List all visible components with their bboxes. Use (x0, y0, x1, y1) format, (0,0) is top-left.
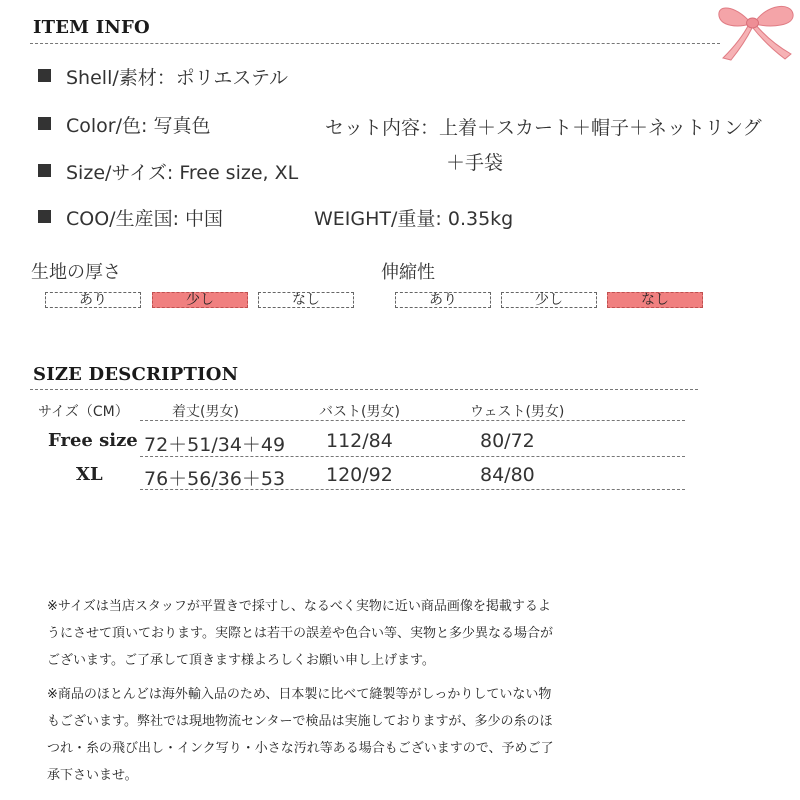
square-bullet-icon (38, 210, 51, 223)
color-info: Color/色: 写真色 (66, 115, 211, 137)
table-row-divider (140, 456, 685, 457)
note-import-line: もございます。弊社では現地物流センターで検品は実施しておりますが、多少の糸のほ (47, 714, 553, 729)
bust-column-header: バスト(男女) (319, 404, 400, 420)
coo-info: COO/生産国: 中国 (66, 208, 224, 230)
stretch-option-yes: あり (395, 292, 491, 308)
waist-column-header: ウェスト(男女) (470, 404, 565, 420)
bow-ribbon-icon (705, 0, 800, 62)
note-sizing (47, 593, 687, 674)
thickness-option-none: あり (45, 292, 141, 308)
size-info: Size/サイズ: Free size, XL (66, 162, 299, 184)
table-bottom-divider (140, 489, 685, 490)
stretch-option-none: なし (607, 292, 703, 308)
note-sizing-line: うにさせて頂いております。実際とは若干の誤差や色合い等、実物と多少異なる場合が (47, 626, 553, 641)
note-import-line: ※商品のほとんどは海外輸入品のため、日本製に比べて縫製等がしっかりしていない物 (47, 687, 552, 702)
table-header-divider (140, 420, 685, 421)
note-import-line: つれ・糸の飛び出し・インク写り・小さな汚れ等ある場合もございますので、予めご了 (47, 741, 554, 756)
square-bullet-icon (38, 164, 51, 177)
stretch-label: 伸縮性 (381, 262, 435, 283)
set-contents-line1: セット内容：上着＋スカート＋帽子＋ネットリング (325, 117, 762, 139)
square-bullet-icon (38, 117, 51, 130)
item-info-divider (30, 43, 720, 44)
thickness-label: 生地の厚さ (31, 262, 121, 283)
item-info-heading: ITEM INFO (33, 17, 150, 38)
size-description-heading: SIZE DESCRIPTION (33, 364, 239, 385)
thickness-option-slight: 少し (152, 292, 248, 308)
shell-material: Shell/素材：ポリエステル (66, 67, 289, 89)
weight-info: WEIGHT/重量: 0.35kg (314, 208, 514, 230)
note-import-line: 承下さいませ。 (47, 768, 138, 783)
set-contents-line2: ＋手袋 (446, 152, 504, 174)
row-length-free: 72＋51/34＋49 (144, 434, 286, 456)
row-length-xl: 76＋56/36＋53 (144, 468, 286, 490)
note-sizing-line: ございます。ご了承して頂きます様よろしくお願い申し上げます。 (47, 653, 435, 668)
row-bust-free: 112/84 (326, 430, 393, 452)
row-size-xl: XL (76, 464, 103, 485)
row-waist-xl: 84/80 (480, 464, 535, 486)
note-import-quality (47, 681, 687, 789)
thickness-option-thin: なし (258, 292, 354, 308)
size-description-divider (30, 389, 698, 390)
size-column-header: サイズ（CM） (38, 404, 129, 420)
stretch-option-slight: 少し (501, 292, 597, 308)
row-waist-free: 80/72 (480, 430, 535, 452)
note-sizing-line: ※サイズは当店スタッフが平置きで採寸し、なるべく実物に近い商品画像を掲載するよ (47, 599, 551, 614)
row-bust-xl: 120/92 (326, 464, 393, 486)
square-bullet-icon (38, 69, 51, 82)
row-size-free: Free size (48, 430, 138, 451)
length-column-header: 着丈(男女) (172, 404, 239, 420)
